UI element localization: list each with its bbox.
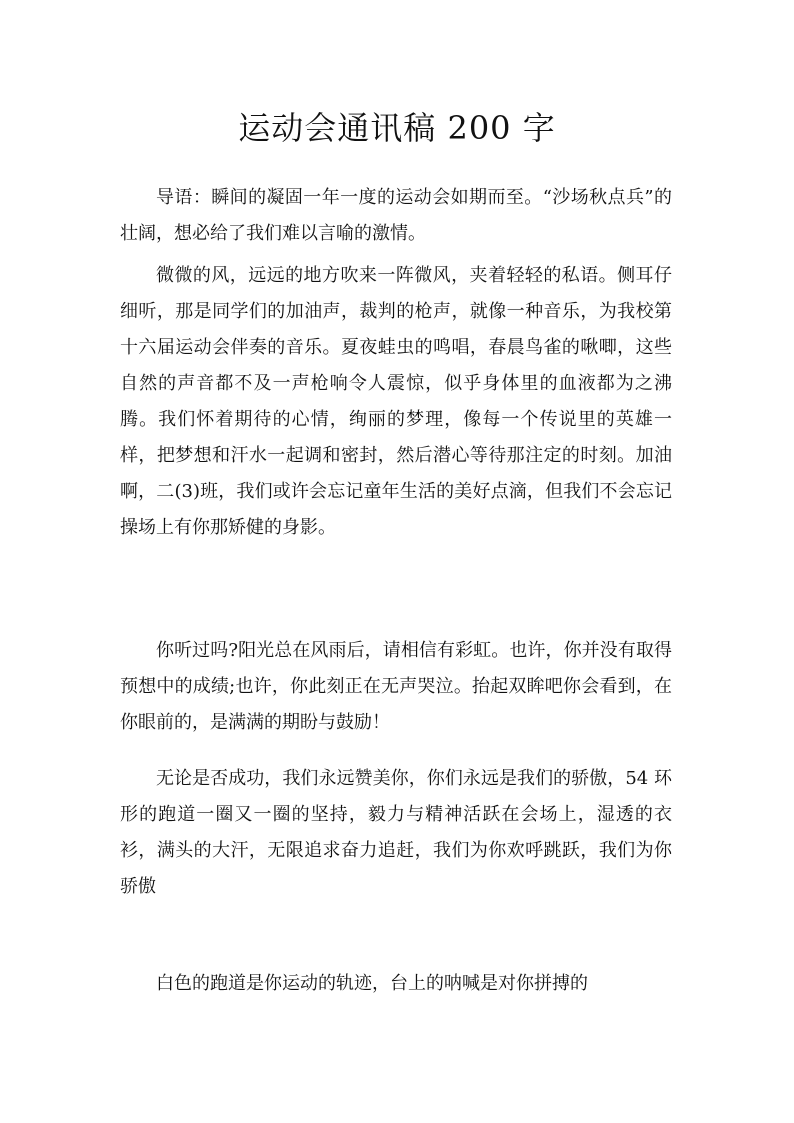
paragraph-breeze: 微微的风，远远的地方吹来一阵微风，夹着轻轻的私语。侧耳仔细听，那是同学们的加油声，裁判的枪声，就像一种音乐，为我校第十六届运动会伴奏的音乐。夏夜蛙虫的鸣唱，春晨鸟雀的啾唧，这些自然的声音都不及一声枪响令人震惊，似乎身体里的血液都为之沸腾。我们怀着期待的心情，绚丽的梦理，像每一个传说里的英雄一样，把梦想和汗水一起调和密封，然后潜心等待那注定的时刻。加油啊，二(3)班，我们或许会忘记童年生活的美好点滴，但我们不会忘记操场上有你那矫健的身影。 <box>120 265 672 538</box>
paragraph-rainbow: 你听过吗?阳光总在风雨后，请相信有彩虹。也许，你并没有取得预想中的成绩;也许，你此刻正在无声哭泣。抬起双眸吧你会看到，在你眼前的，是满满的期盼与鼓励！ <box>120 640 672 733</box>
document-title: 运动会通讯稿 200 字 <box>238 109 556 147</box>
paragraph-intro: 导语：瞬间的凝固一年一度的运动会如期而至。“沙场秋点兵”的壮阔，想必给了我们难以言喻的激情。 <box>120 187 672 244</box>
paragraph-track: 白色的跑道是你运动的轨迹，台上的呐喊是对你拼搏的 <box>156 973 588 994</box>
paragraph-pride: 无论是否成功，我们永远赞美你，你们永远是我们的骄傲，54 环形的跑道一圈又一圈的坚持，毅力与精神活跃在会场上，湿透的衣衫，满头的大汗，无限追求奋力追赶，我们为你欢呼跳跃，我们为你骄傲 <box>120 768 672 897</box>
